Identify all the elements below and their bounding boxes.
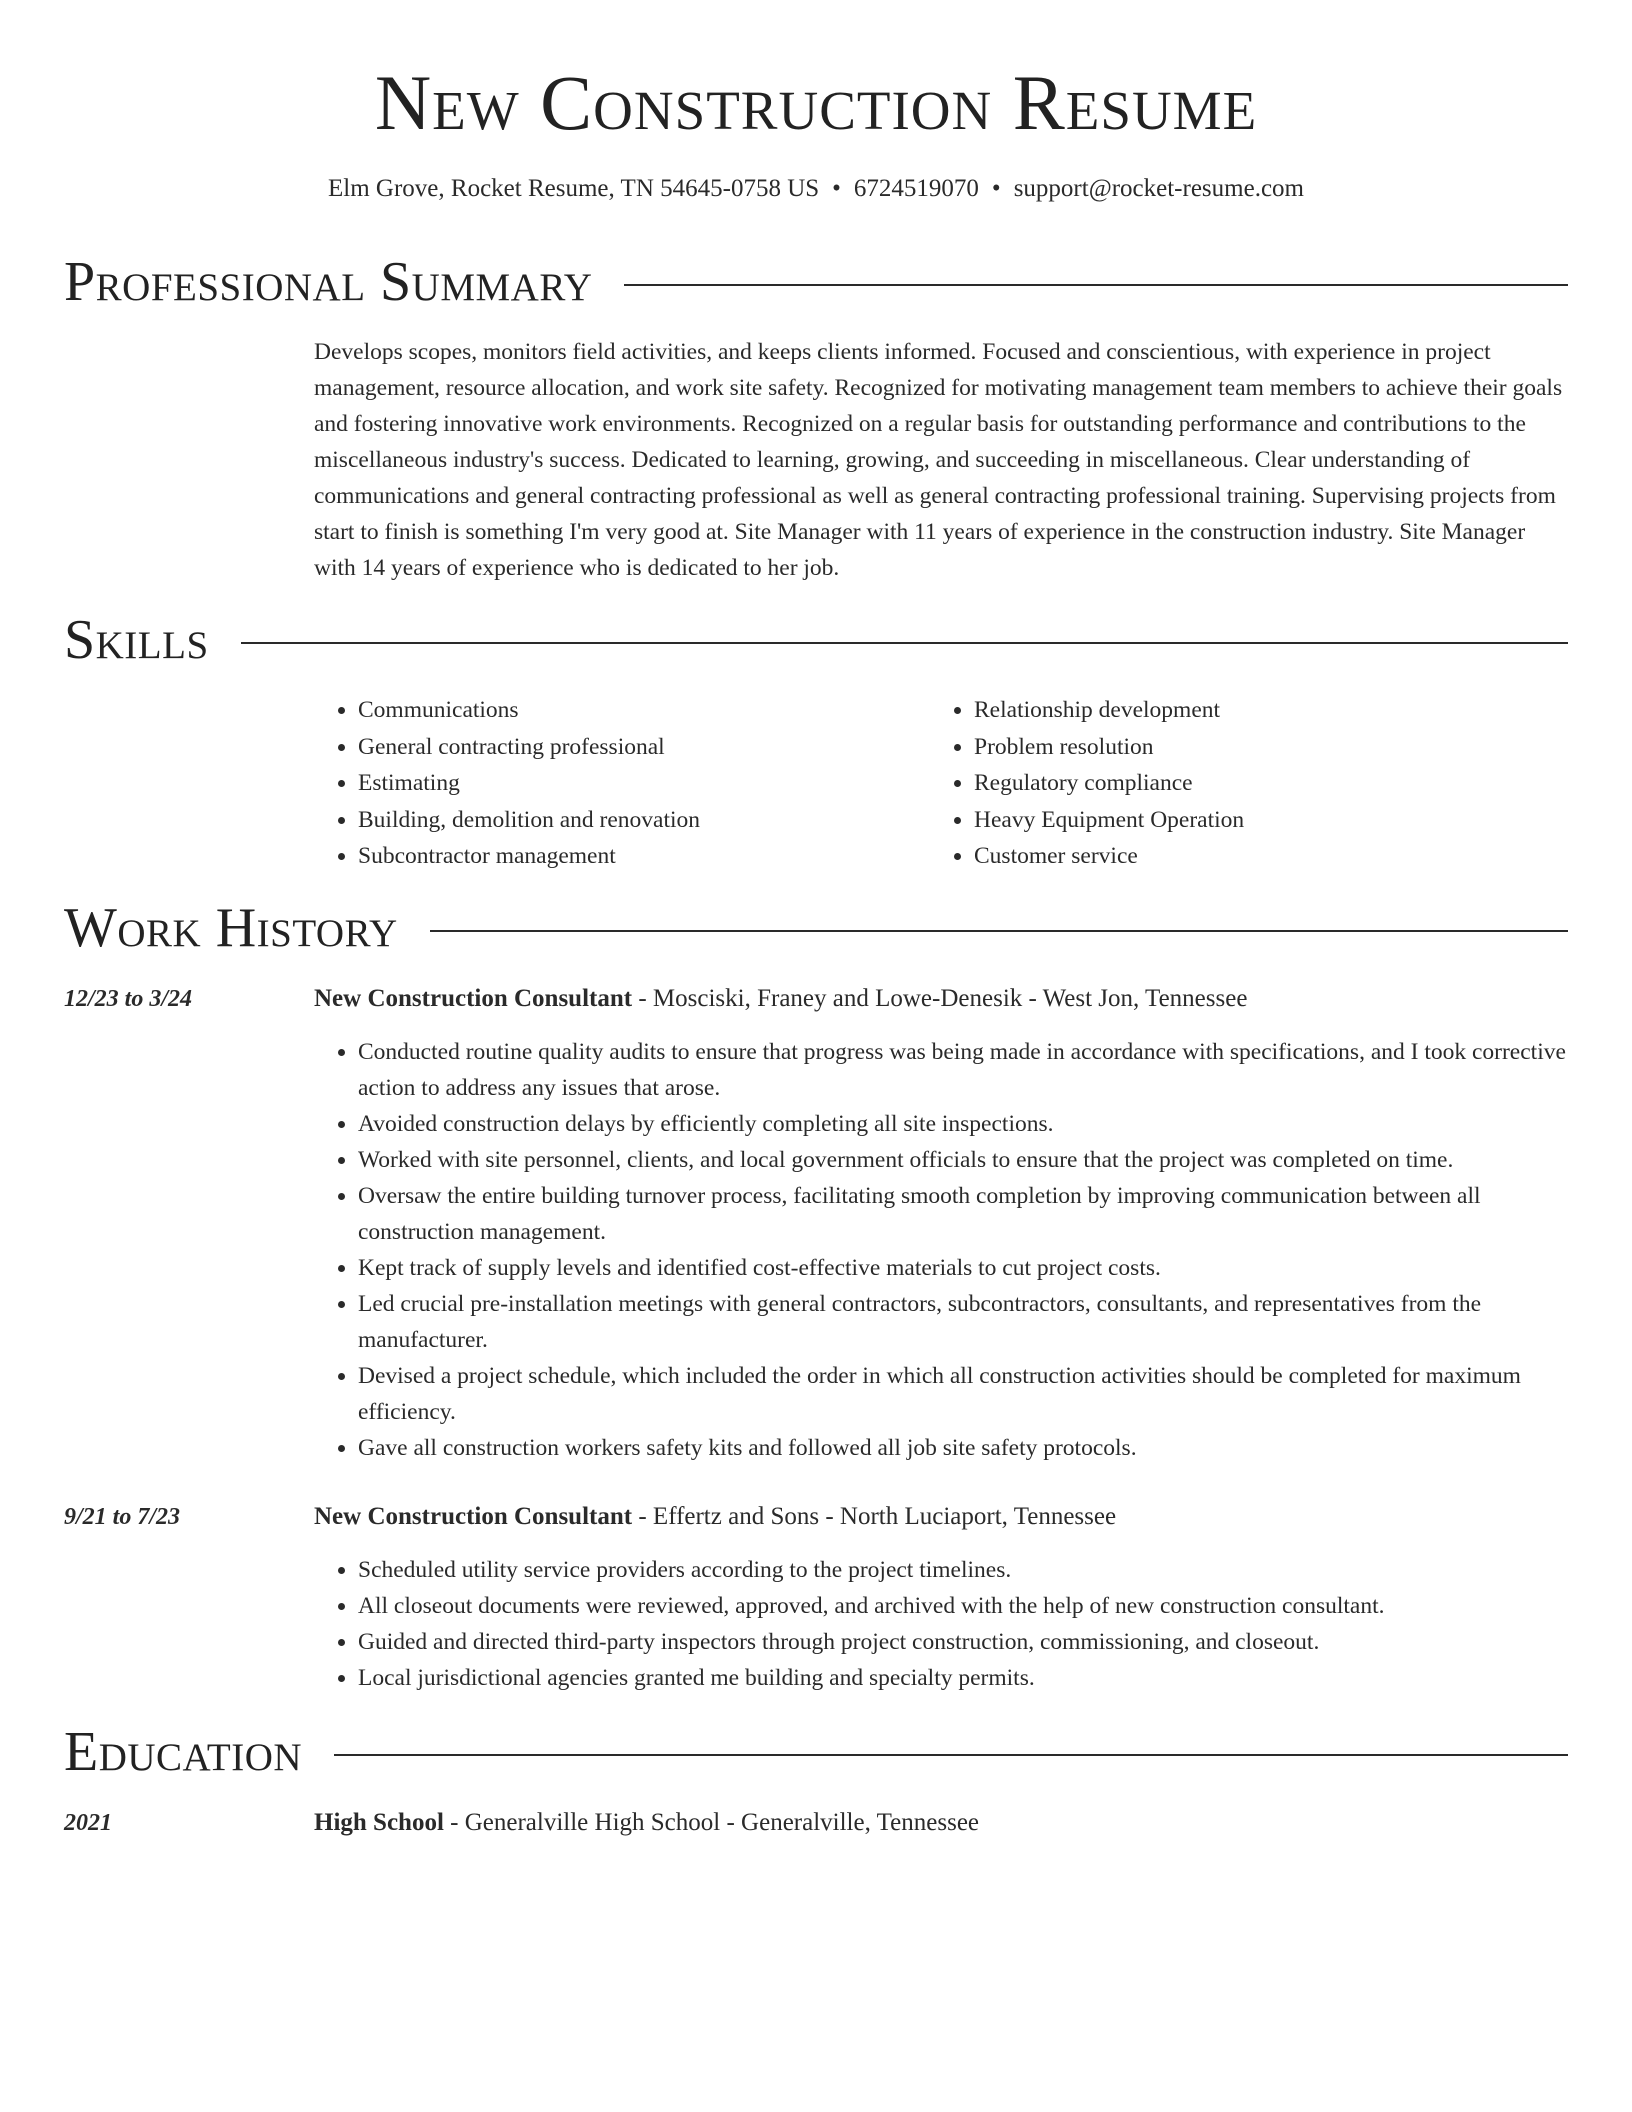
skill-item: • Building, demolition and renovation <box>358 802 930 839</box>
job-employer: - Effertz and Sons - North Luciaport, Tennessee <box>632 1503 1117 1530</box>
responsibility-item: • Local jurisdictional agencies granted me building and specialty permits. <box>358 1660 1568 1696</box>
work-section-header <box>64 896 1568 960</box>
skill-item: • Communications <box>358 692 930 729</box>
responsibility-item: • Conducted routine quality audits to ensure that progress was being made in accordance with specifications, and I took corrective action to address any issues that arose. <box>358 1034 1568 1106</box>
section-divider <box>241 642 1568 644</box>
skill-item: • General contracting professional <box>358 729 930 766</box>
skill-item: • Heavy Equipment Operation <box>974 802 1546 839</box>
responsibility-item: • All closeout documents were reviewed, approved, and archived with the help of new construction consultant. <box>358 1588 1568 1624</box>
responsibility-item: • Guided and directed third-party inspectors through project construction, commissioning, and closeout. <box>358 1624 1568 1660</box>
skills-heading: Skills <box>64 609 209 671</box>
skills-column-right <box>930 692 1546 875</box>
education-heading: Education <box>64 1721 303 1783</box>
responsibility-item: • Gave all construction workers safety kits and followed all job site safety protocols. <box>358 1430 1568 1466</box>
education-entry <box>314 1806 1568 1840</box>
skills-section-header <box>64 608 1568 672</box>
section-divider <box>334 1754 1568 1756</box>
education-date: 2021 <box>64 1810 112 1836</box>
job-responsibilities <box>314 1552 1568 1696</box>
responsibility-item: • Led crucial pre-installation meetings with general contractors, subcontractors, consultants, and representatives from the manufacturer. <box>358 1286 1568 1358</box>
skill-item: • Customer service <box>974 838 1546 875</box>
summary-section-header <box>64 250 1568 314</box>
job-date: 12/23 to 3/24 <box>64 986 193 1012</box>
skill-item: • Regulatory compliance <box>974 765 1546 802</box>
job-role: New Construction Consultant <box>314 1503 633 1530</box>
job-employer: - Mosciski, Franey and Lowe-Denesik - West Jon, Tennessee <box>632 985 1248 1012</box>
contact-email: support@rocket-resume.com <box>1013 175 1304 202</box>
section-divider <box>624 284 1568 286</box>
education-school: - Generalville High School - Generalville, Tennessee <box>443 1809 980 1836</box>
responsibility-item: • Devised a project schedule, which included the order in which all construction activities should be completed for maximum efficiency. <box>358 1358 1568 1430</box>
section-divider <box>430 930 1568 932</box>
job-role: New Construction Consultant <box>314 985 633 1012</box>
skill-item: • Estimating <box>358 765 930 802</box>
responsibility-item: • Kept track of supply levels and identified cost-effective materials to cut project costs. <box>358 1250 1568 1286</box>
job-title <box>314 982 1568 1016</box>
contact-phone: 6724519070 <box>853 175 979 202</box>
skill-item: • Relationship development <box>974 692 1546 729</box>
job-date: 9/21 to 7/23 <box>64 1504 181 1530</box>
responsibility-item: • Scheduled utility service providers according to the project timelines. <box>358 1552 1568 1588</box>
skills-column-left <box>314 692 930 875</box>
resume-name: New Construction Resume <box>374 59 1258 146</box>
contact-separator: • <box>991 175 1001 202</box>
job-title <box>314 1500 1568 1534</box>
skill-item: • Problem resolution <box>974 729 1546 766</box>
skills-list <box>314 692 1568 875</box>
responsibility-item: • Oversaw the entire building turnover process, facilitating smooth completion by improving communication between all construction management. <box>358 1178 1568 1250</box>
summary-text: Develops scopes, monitors field activities, and keeps clients informed. Focused and conscientious, with experience in project management, resource allocation, and work site safety. Recognized for motivating management team members to achieve their goals and fostering innovative work environments. Recognized on a regular basis for outstanding performance and contributions to the miscellaneous industry's success. Dedicated to learning, growing, and succeeding in miscellaneous. Clear understanding of communications and general contracting professional as well as general contracting professional training. Supervising projects from start to finish is something I'm very good at. Site Manager with 11 years of experience in the construction industry. Site Manager with 14 years of experience who is dedicated to her job. <box>314 339 1563 581</box>
job-responsibilities <box>314 1034 1568 1466</box>
contact-line <box>64 172 1568 206</box>
contact-separator: • <box>832 175 841 202</box>
summary-heading: Professional Summary <box>64 251 593 313</box>
responsibility-item: • Avoided construction delays by efficiently completing all site inspections. <box>358 1106 1568 1142</box>
work-heading: Work History <box>64 897 398 959</box>
contact-address: Elm Grove, Rocket Resume, TN 54645-0758 US <box>328 175 820 202</box>
education-degree: High School <box>314 1809 444 1836</box>
responsibility-item: • Worked with site personnel, clients, and local government officials to ensure that the project was completed on time. <box>358 1142 1568 1178</box>
education-section-header <box>64 1720 1568 1784</box>
skill-item: • Subcontractor management <box>358 838 930 875</box>
